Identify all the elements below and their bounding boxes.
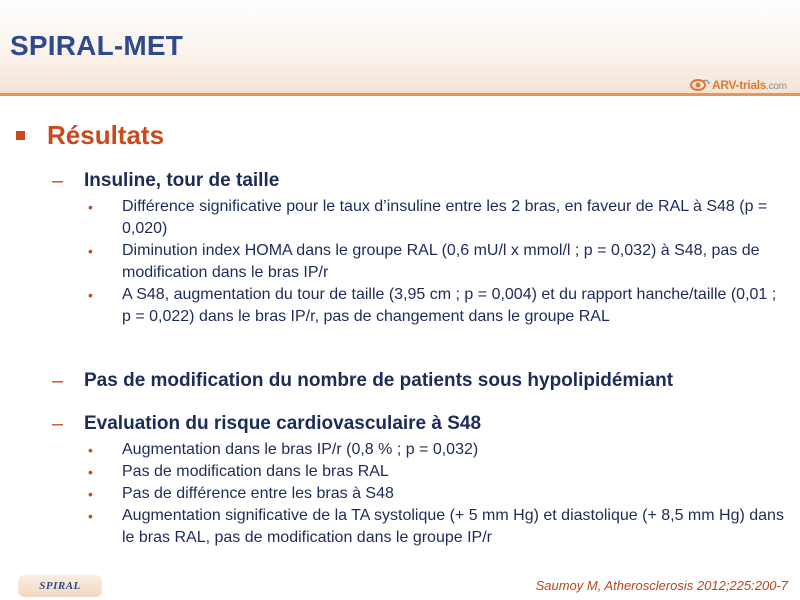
list-item-text: Augmentation dans le bras IP/r (0,8 % ; p = 0,032) — [122, 441, 479, 458]
header-divider — [0, 93, 800, 96]
list-item-text: Différence significative pour le taux d’insuline entre les 2 bras, en faveur de RAL à S48 (p = 0,020) — [122, 198, 768, 237]
bullet-dot-icon: • — [88, 287, 93, 303]
dash-bullet-icon: – — [52, 370, 64, 392]
section-heading: Pas de modification du nombre de patients sous hypolipidémiant — [84, 370, 674, 391]
study-badge — [18, 575, 102, 597]
list-item-text: Augmentation significative de la TA systolique (+ 5 mm Hg) et diastolique (+ 8,5 mm Hg) dans le bras RAL, pas de modification dans le groupe IP/r — [122, 507, 784, 546]
results-heading-text: Résultats — [47, 120, 165, 150]
results-heading — [16, 120, 164, 151]
section-heading: Insuline, tour de taille — [84, 170, 280, 191]
dash-bullet-icon: – — [52, 170, 64, 192]
bullet-list — [84, 196, 784, 328]
bullet-dot-icon: • — [88, 442, 93, 458]
list-item — [84, 240, 784, 284]
list-item — [84, 284, 784, 328]
section-heading: Evaluation du risque cardiovasculaire à S48 — [84, 413, 482, 434]
logo-main-text: ARV-trials — [712, 78, 767, 92]
bullet-dot-icon: • — [88, 464, 93, 480]
list-item — [84, 505, 784, 549]
square-bullet-icon — [16, 131, 25, 140]
list-item-text: A S48, augmentation du tour de taille (3,95 cm ; p = 0,004) et du rapport hanche/taille (0,01 ; p = 0,022) dans le bras IP/r, pas de changement dans le groupe RAL — [122, 286, 777, 325]
citation: Saumoy M, Atherosclerosis 2012;225:200-7 — [535, 578, 788, 593]
list-item — [84, 196, 784, 240]
slide-title: SPIRAL-MET — [10, 30, 184, 61]
bullet-dot-icon: • — [88, 199, 93, 215]
list-item-text: Pas de différence entre les bras à S48 — [122, 485, 394, 502]
bullet-list — [84, 439, 784, 549]
bullet-dot-icon: • — [88, 486, 93, 502]
arv-trials-logo — [690, 77, 787, 93]
slide-header — [0, 0, 800, 95]
list-item-text: Diminution index HOMA dans le groupe RAL (0,6 mU/l x mmol/l ; p = 0,032) à S48, pas de modification dans le bras IP/r — [122, 242, 760, 281]
list-item-text: Pas de modification dans le bras RAL — [122, 463, 389, 480]
study-badge-text: SPIRAL — [39, 580, 81, 592]
logo-suffix-text: .com — [766, 81, 787, 92]
logo-swirl-icon — [690, 78, 710, 92]
list-item — [84, 461, 784, 483]
bullet-dot-icon: • — [88, 243, 93, 259]
dash-bullet-icon: – — [52, 413, 64, 435]
list-item — [84, 439, 784, 461]
bullet-dot-icon: • — [88, 508, 93, 524]
list-item — [84, 483, 784, 505]
